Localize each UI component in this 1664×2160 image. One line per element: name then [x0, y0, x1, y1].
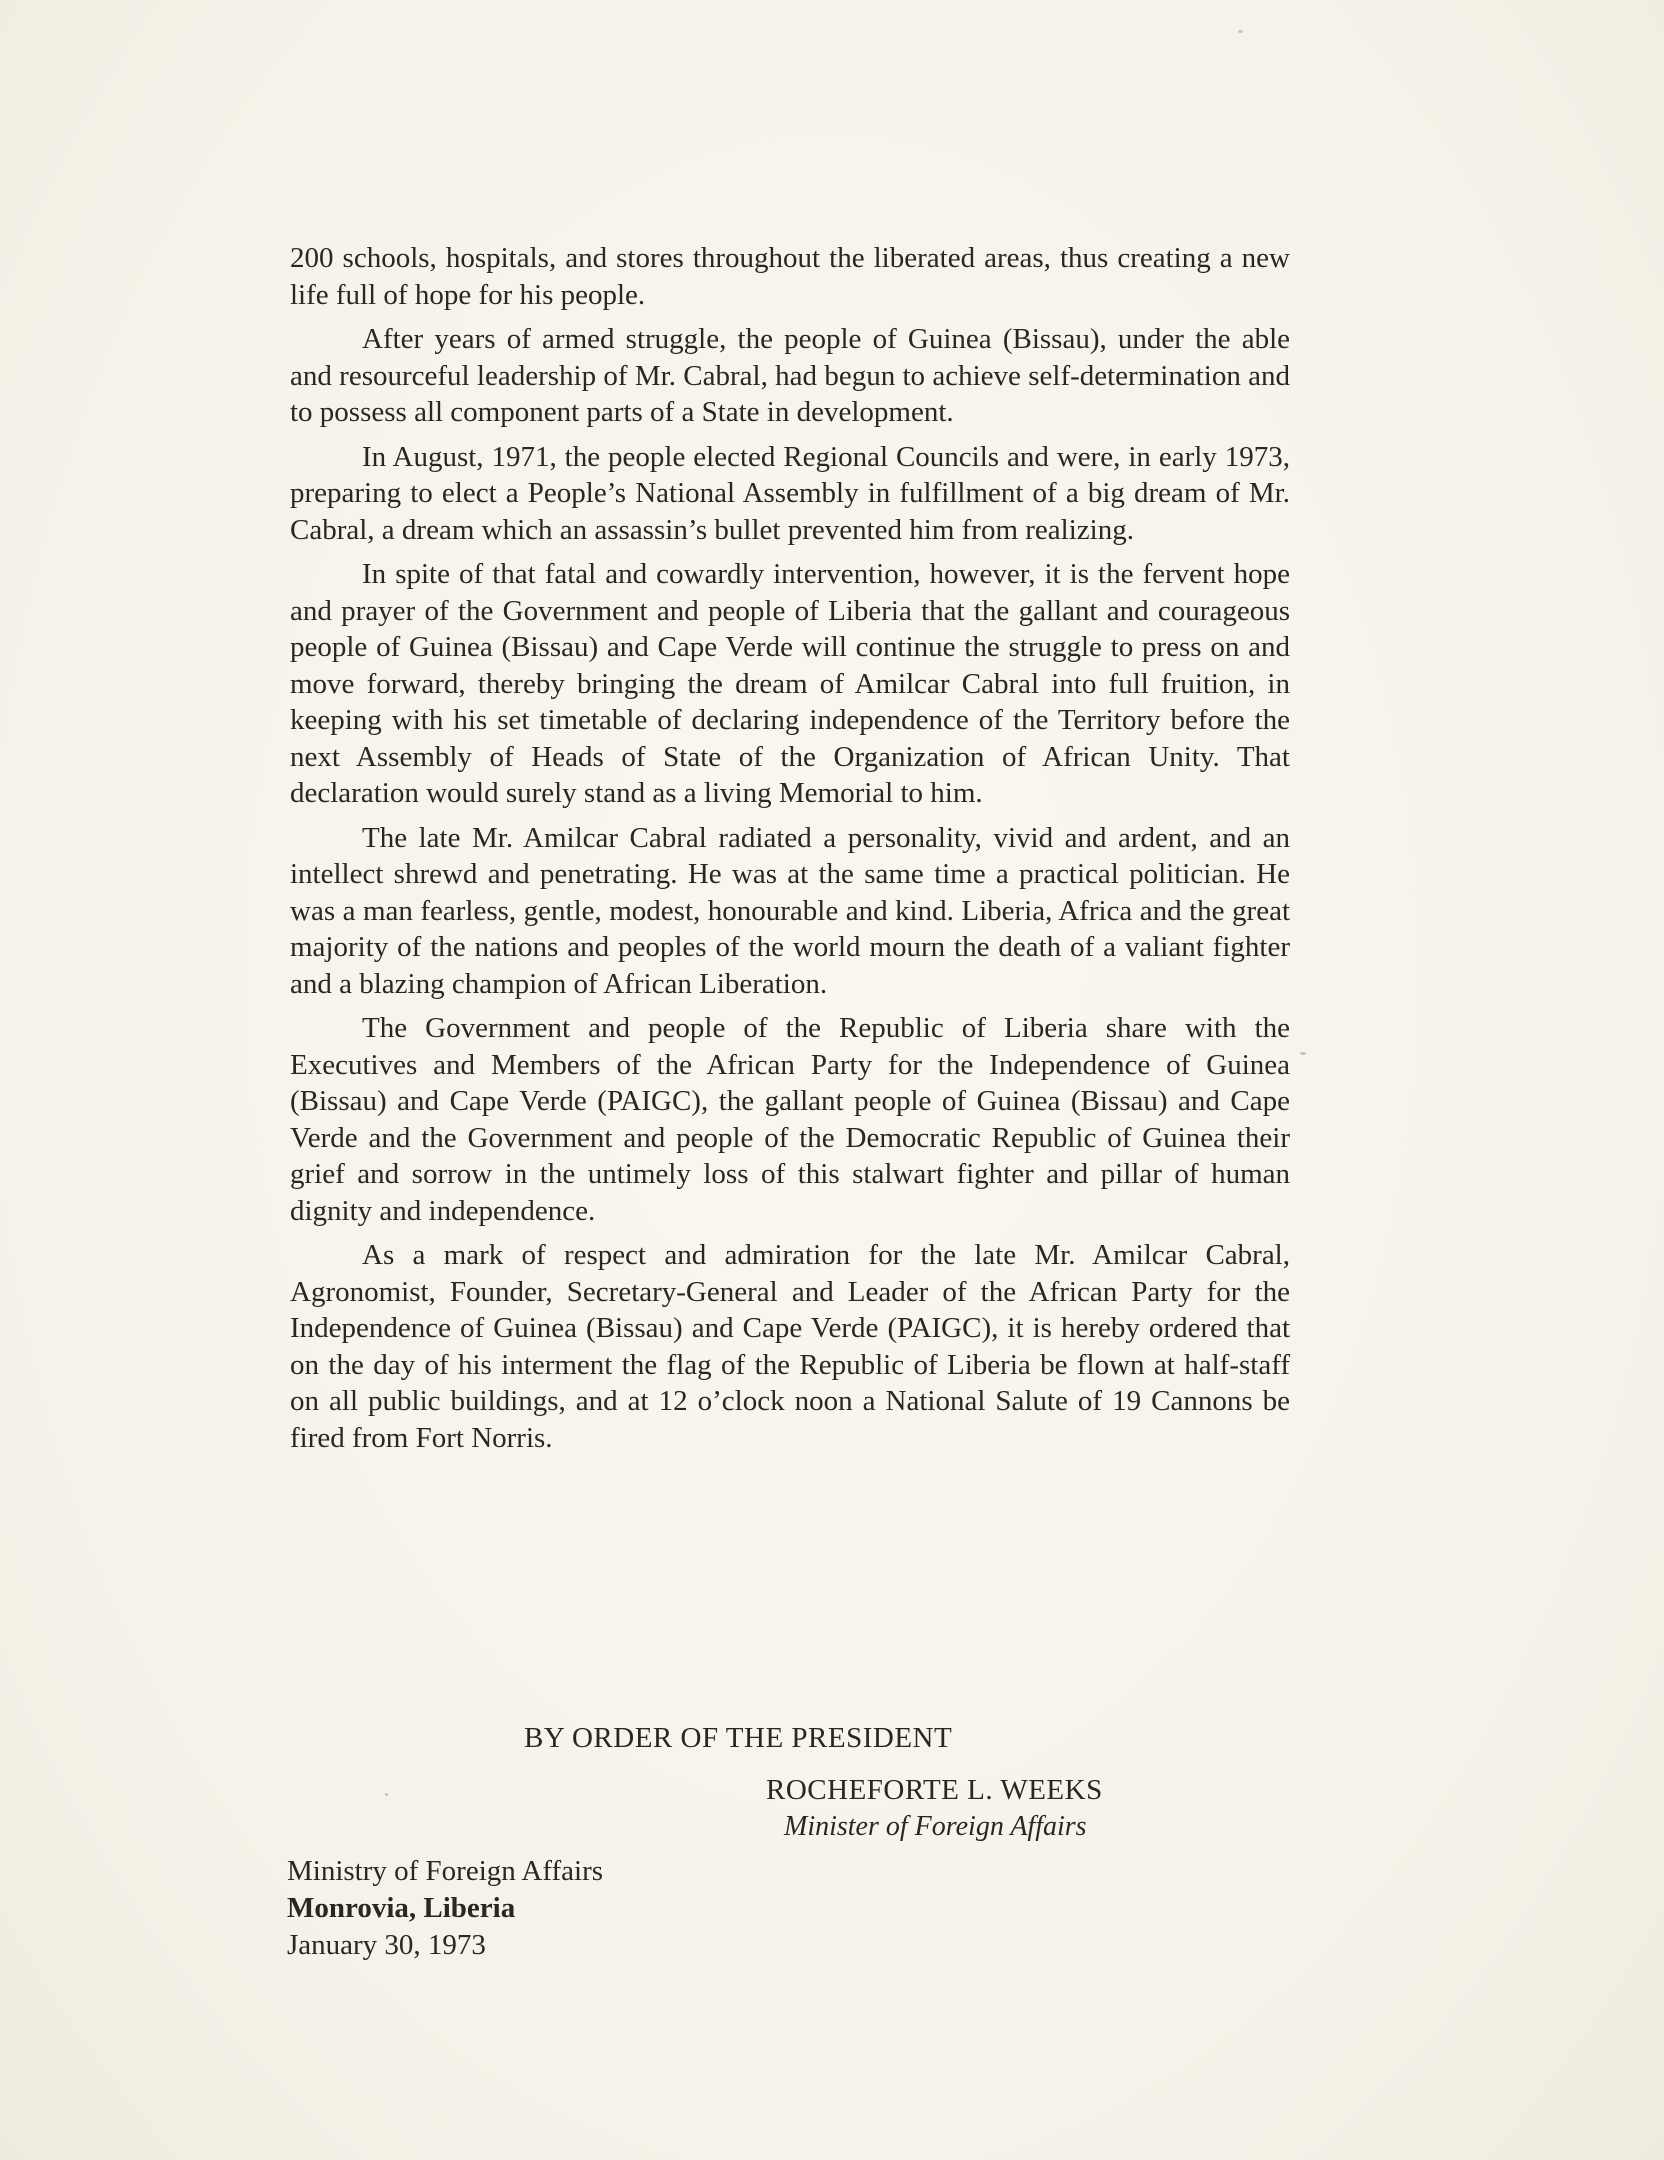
paragraph-5: The late Mr. Amilcar Cabral radiated a personality, vivid and ardent, and an intellect shrewd and penetrating. He was at the same time a practical politician. He was a man fearless, gentle, modest, honourable and kind. Liberia, Africa and the great majority of the nations and peoples of the world mourn the death of a valiant fighter and a blazing champion of African Liberation. — [290, 821, 1290, 1000]
paragraph-6: The Government and people of the Republic of Liberia share with the Executives and Members of the African Party for the Independence of Guinea (Bissau) and Cape Verde (PAIGC), the gallant people of Guinea (Bissau) and Cape Verde and the Government and people of the Democratic Republic of Guinea their grief and sorrow in the untimely loss of this stalwart fighter and pillar of human dignity and independence. — [290, 1012, 1290, 1227]
sender-location: Monrovia, Liberia — [287, 1892, 516, 1924]
sender-date: January 30, 1973 — [287, 1929, 486, 1961]
paragraph-3: In August, 1971, the people elected Regional Councils and were, in early 1973, preparing to elect a People’s National Assembly in fulfillment of a big dream of Mr. Cabral, a dream which an assassin’s bullet prevented him from realizing. — [290, 440, 1290, 546]
document-body — [290, 240, 1290, 1464]
paragraph-7: As a mark of respect and admiration for the late Mr. Amilcar Cabral, Agronomist, Founder, Secretary-General and Leader of the African Party for the Independence of Guinea (Bissau) and Cape Verde (PAIGC), it is hereby ordered that on the day of his interment the flag of the Republic of Liberia be flown at half-staff on all public buildings, and at 12 o’clock noon a National Salute of 19 Cannons be fired from Fort Norris. — [290, 1239, 1290, 1454]
sender-office: Ministry of Foreign Affairs — [287, 1855, 604, 1887]
paper-speck — [1238, 30, 1243, 33]
paragraph-4: In spite of that fatal and cowardly intervention, however, it is the fervent hope and prayer of the Government and people of Liberia that the gallant and courageous people of Guinea (Bissau) and Cape Verde will continue the struggle to press on and move forward, thereby bringing the dream of Amilcar Cabral into full fruition, in keeping with his set timetable of declaring independence of the Territory before the next Assembly of Heads of State of the Organization of African Unity. That declaration would surely stand as a living Memorial to him. — [290, 558, 1290, 809]
paper-speck — [1300, 1052, 1306, 1055]
paragraph-2: After years of armed struggle, the people of Guinea (Bissau), under the able and resourceful leadership of Mr. Cabral, had begun to achieve self-determination and to possess all component parts of a State in development. — [290, 323, 1290, 428]
signer-title: Minister of Foreign Affairs — [784, 1811, 1087, 1842]
sender-block — [287, 1853, 603, 1964]
order-line: BY ORDER OF THE PRESIDENT — [524, 1722, 953, 1754]
paper-speck — [385, 1793, 388, 1796]
paragraph-1: 200 schools, hospitals, and stores throughout the liberated areas, thus creating a new life full of hope for his people. — [290, 242, 1290, 311]
signer-name: ROCHEFORTE L. WEEKS — [766, 1774, 1103, 1806]
